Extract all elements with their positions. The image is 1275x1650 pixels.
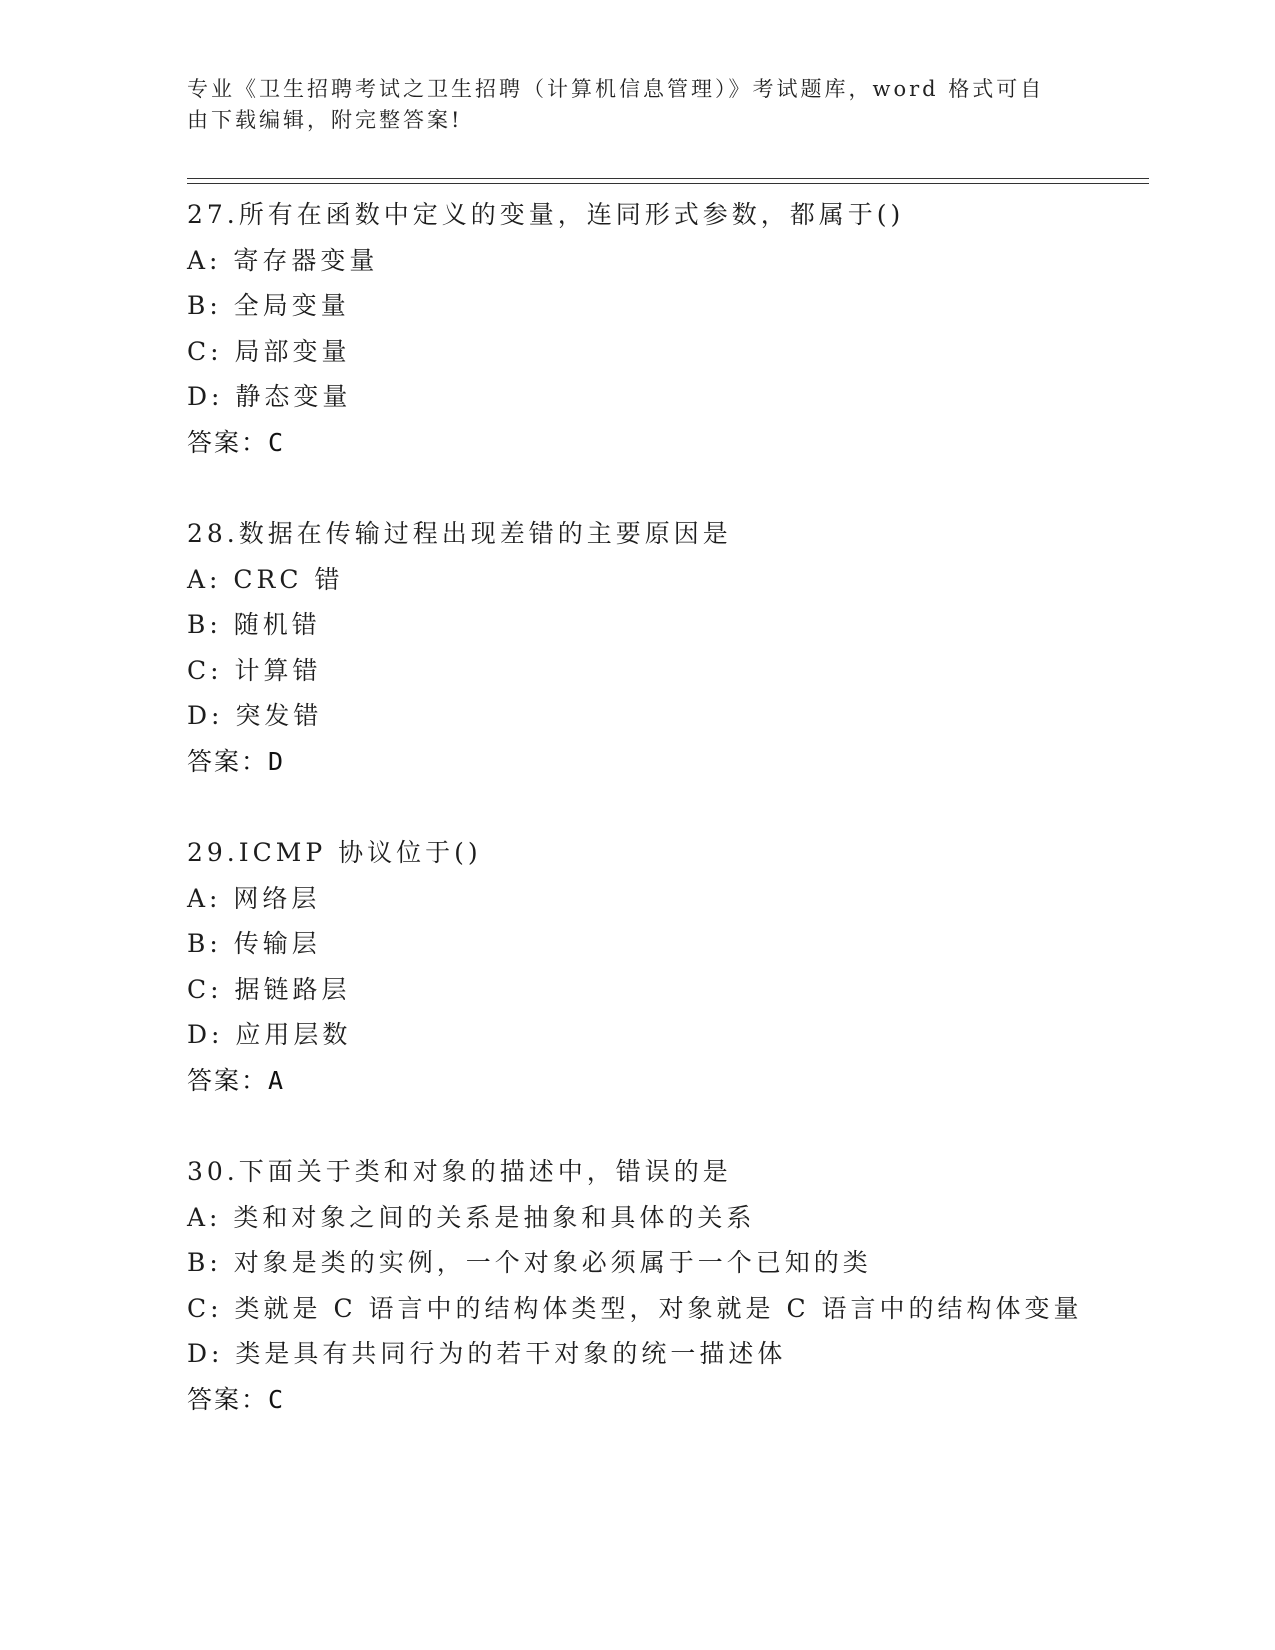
option-b: B: 对象是类的实例，一个对象必须属于一个已知的类: [187, 1248, 872, 1277]
answer-line: [187, 420, 1147, 466]
question-stem: 27.所有在函数中定义的变量，连同形式参数，都属于(): [187, 200, 905, 229]
header-divider-bottom: [187, 183, 1149, 184]
option-c: C: 局部变量: [187, 336, 351, 366]
option-b: B: 随机错: [187, 610, 321, 639]
answer-label: 答案：: [187, 1065, 269, 1095]
answer-value: C: [268, 427, 285, 457]
answer-line: [187, 1377, 1147, 1423]
question-stem: 28.数据在传输过程出现差错的主要原因是: [187, 519, 732, 548]
option-a: A: 寄存器变量: [187, 245, 379, 275]
question-stem: 29.ICMP 协议位于(): [187, 838, 482, 867]
question-stem: 30.下面关于类和对象的描述中，错误的是: [187, 1157, 732, 1186]
option-b: B: 传输层: [187, 929, 321, 958]
option-d: D: 类是具有共同行为的若干对象的统一描述体: [187, 1339, 787, 1368]
question-28: [187, 511, 1147, 784]
answer-value: C: [268, 1384, 285, 1414]
answer-label: 答案：: [187, 746, 269, 776]
question-30: [187, 1149, 1147, 1422]
question-29: [187, 830, 1147, 1103]
answer-value: A: [268, 1065, 285, 1095]
header-line-2: 由下载编辑，附完整答案!: [187, 108, 463, 132]
option-c: C: 据链路层: [187, 974, 351, 1004]
option-d: D: 应用层数: [187, 1020, 352, 1049]
question-27: [187, 192, 1147, 465]
answer-label: 答案：: [187, 427, 269, 457]
option-a: A: CRC 错: [187, 564, 344, 594]
option-a: A: 类和对象之间的关系是抽象和具体的关系: [187, 1202, 756, 1232]
document-header: [187, 74, 1067, 136]
answer-label: 答案：: [187, 1384, 269, 1414]
option-d: D: 突发错: [187, 701, 323, 730]
answer-line: [187, 739, 1147, 785]
answer-value: D: [268, 746, 285, 776]
answer-line: [187, 1058, 1147, 1104]
option-b: B: 全局变量: [187, 291, 350, 320]
option-a: A: 网络层: [187, 883, 321, 913]
option-d: D: 静态变量: [187, 382, 352, 411]
option-c: C: 计算错: [187, 655, 322, 685]
header-line-1: 专业《卫生招聘考试之卫生招聘（计算机信息管理）》考试题库，word 格式可自: [187, 77, 1045, 101]
header-divider-top: [187, 178, 1149, 179]
option-c: C: 类就是 C 语言中的结构体类型，对象就是 C 语言中的结构体变量: [187, 1293, 1083, 1323]
